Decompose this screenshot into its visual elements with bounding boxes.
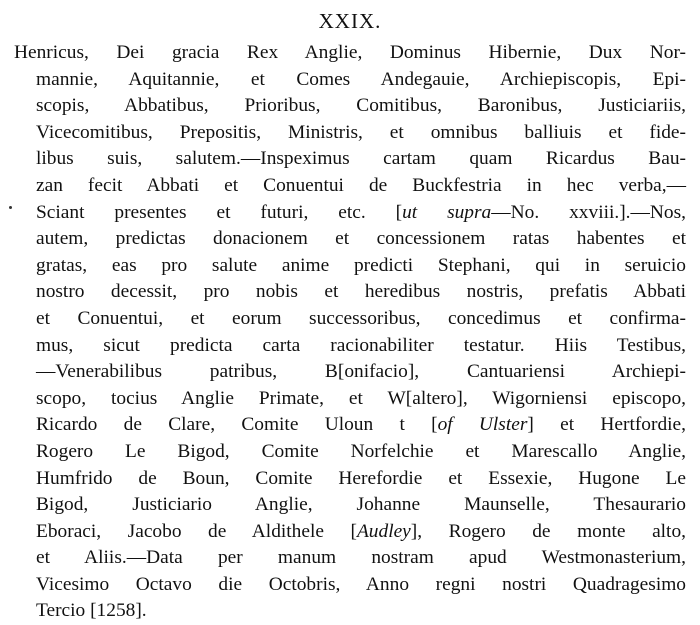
charter-line — [14, 492, 686, 519]
text-run: autem, predictas donacionem et concessionem ratas habentes et — [36, 228, 686, 250]
charter-line — [14, 333, 686, 360]
text-run: Bigod, Justiciario Anglie, Johanne Maunselle, Thesaurario — [36, 494, 686, 516]
italic-gloss: of Ulster — [437, 414, 528, 436]
text-run: et Conuentui, et eorum successoribus, concedimus et confirma- — [36, 307, 686, 329]
text-run: Rogero Le Bigod, Comite Norfelchie et Marescallo Anglie, — [36, 440, 686, 462]
charter-line — [14, 306, 686, 333]
charter-line — [14, 412, 686, 439]
text-run: libus suis, salutem.—Inspeximus cartam quam Ricardus Bau- — [36, 148, 686, 170]
charter-line — [14, 545, 686, 572]
text-run: Henricus, Dei gracia Rex Anglie, Dominus Hibernie, Dux Nor- — [14, 42, 686, 63]
text-run: nostro decessit, pro nobis et heredibus nostris, prefatis Abbati — [36, 281, 686, 303]
text-run: Humfrido de Boun, Comite Herefordie et Essexie, Hugone Le — [36, 467, 686, 489]
charter-line — [14, 439, 686, 466]
charter-number-heading: XXIX. — [318, 9, 382, 33]
text-run: gratas, eas pro salute anime predicti Stephani, qui in seruicio — [36, 254, 686, 276]
charter-line — [14, 386, 686, 413]
print-speck — [9, 206, 12, 209]
italic-gloss: Audley — [356, 520, 411, 542]
charter-line — [14, 93, 686, 120]
charter-text — [14, 40, 686, 625]
charter-line — [14, 226, 686, 253]
text-run: ] et Hertfordie, — [527, 414, 686, 436]
charter-line — [14, 146, 686, 173]
text-run: scopo, tocius Anglie Primate, et W[altero], Wigorniensi episcopo, — [36, 387, 686, 409]
text-run: scopis, Abbatibus, Prioribus, Comitibus, Baronibus, Justiciariis, — [36, 95, 686, 117]
charter-line — [14, 359, 686, 386]
text-run: ], Rogero de monte alto, — [410, 520, 686, 542]
charter-line — [14, 40, 686, 67]
text-run: et Aliis.—Data per manum nostram apud Westmonasterium, — [36, 547, 686, 569]
charter-line — [14, 253, 686, 280]
text-run: Ricardo de Clare, Comite Uloun t [ — [36, 414, 438, 436]
charter-line — [14, 173, 686, 200]
text-run: Vicecomitibus, Prepositis, Ministris, et omnibus balliuis et fide- — [36, 121, 686, 143]
charter-line — [14, 598, 686, 625]
text-run: —No. xxviii.].—Nos, — [491, 201, 686, 223]
text-run: mannie, Aquitannie, et Comes Andegauie, Archiepiscopis, Epi- — [36, 68, 686, 90]
text-run: Eboraci, Jacobo de Aldithele [ — [36, 520, 357, 542]
text-run: —Venerabilibus patribus, B[onifacio], Cantuariensi Archiepi- — [36, 361, 686, 383]
charter-line — [14, 466, 686, 493]
charter-line — [14, 67, 686, 94]
charter-line — [14, 200, 686, 227]
text-run: mus, sicut predicta carta racionabiliter testatur. Hiis Testibus, — [36, 334, 686, 356]
text-run: Tercio [1258]. — [36, 600, 147, 622]
italic-gloss: ut supra — [402, 201, 492, 223]
charter-line — [14, 279, 686, 306]
charter-line — [14, 572, 686, 599]
text-run: zan fecit Abbati et Conuentui de Buckfestria in hec verba,— — [36, 174, 686, 196]
charter-line — [14, 519, 686, 546]
text-run: Vicesimo Octavo die Octobris, Anno regni nostri Quadragesimo — [36, 573, 686, 595]
charter-line — [14, 120, 686, 147]
text-run: Sciant presentes et futuri, etc. [ — [36, 201, 403, 223]
